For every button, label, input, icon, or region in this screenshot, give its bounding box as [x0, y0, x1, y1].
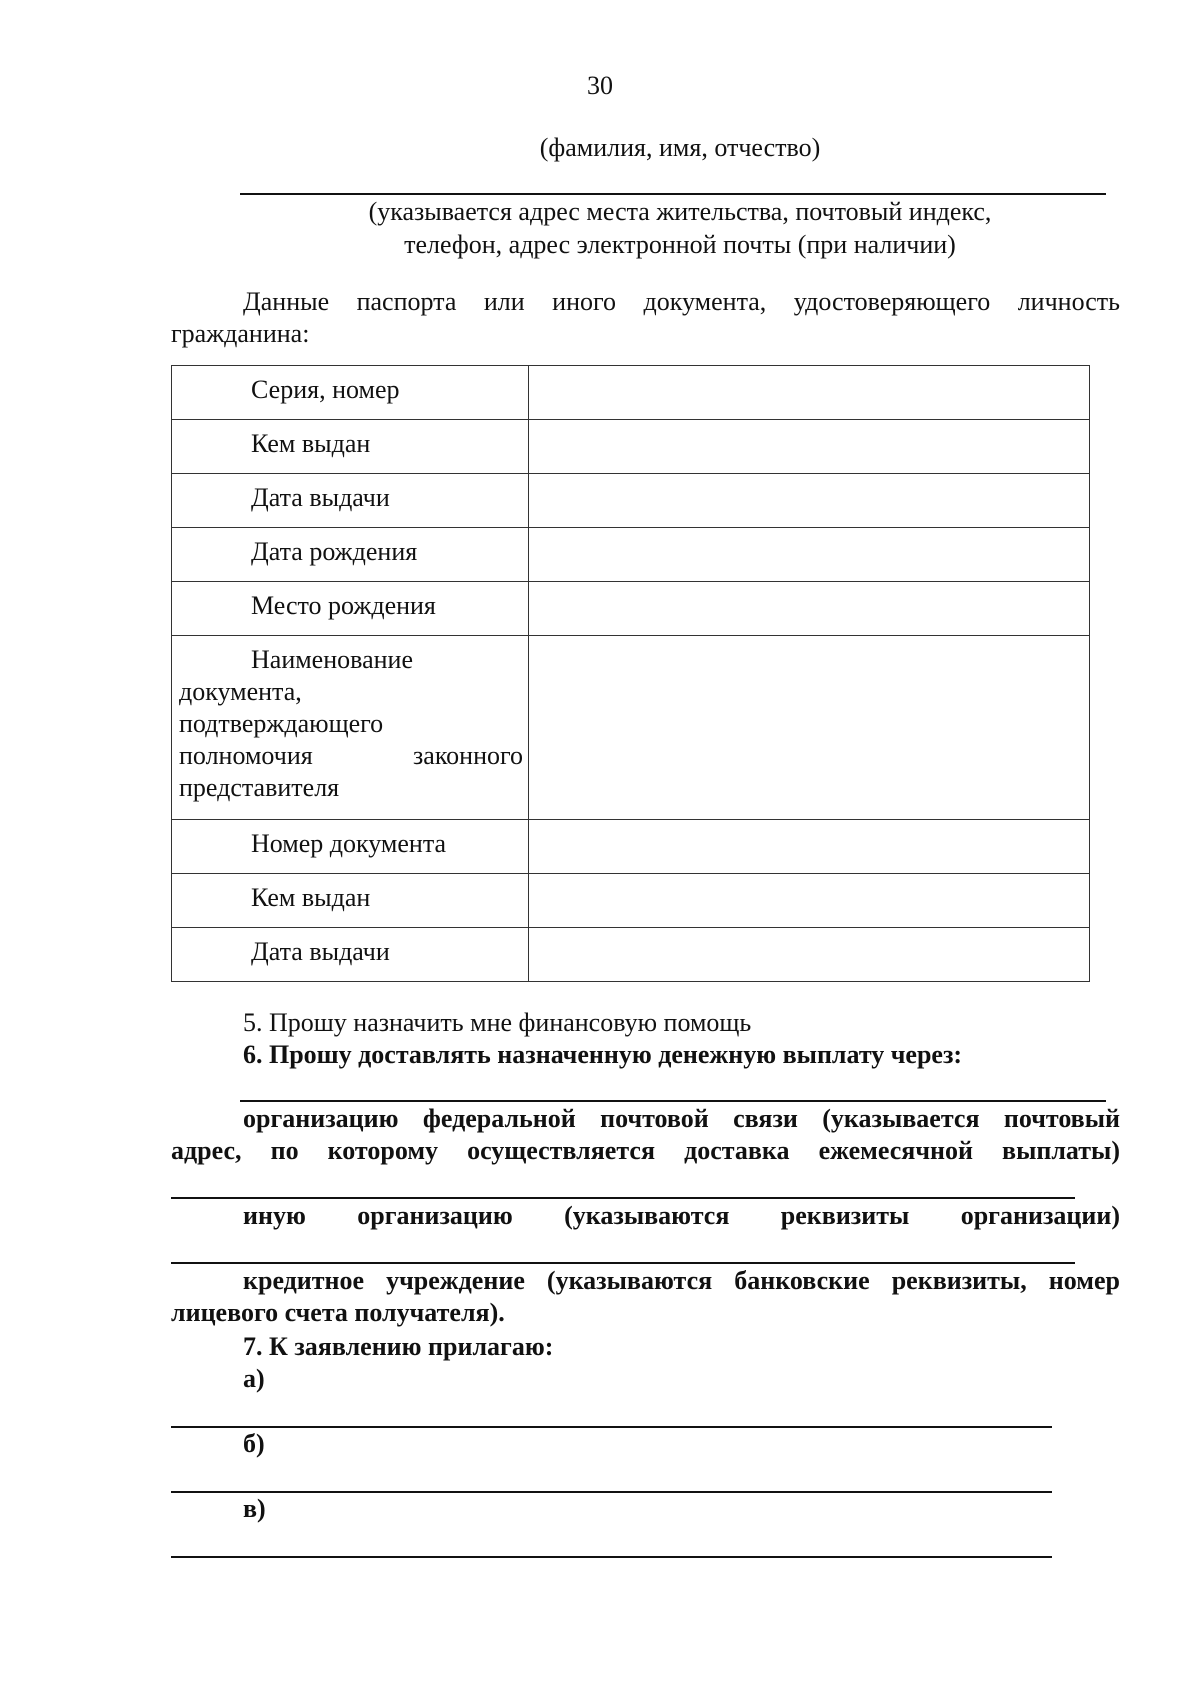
attachment-b-label: б): [243, 1429, 265, 1458]
address-caption: [240, 196, 1120, 262]
table-row: [172, 420, 1090, 474]
value-cell-issued-by[interactable]: [529, 420, 1090, 474]
table-row: [172, 636, 1090, 820]
address-caption-line-2: телефон, адрес электронной почты (при наличии): [404, 230, 956, 259]
row-label: Кем выдан: [172, 874, 529, 928]
attachment-a-label: а): [243, 1364, 265, 1393]
value-cell-series-number[interactable]: [529, 366, 1090, 420]
row-label: Дата рождения: [172, 528, 529, 582]
table-row: [172, 366, 1090, 420]
delivery-option-post: [171, 1103, 1120, 1167]
row-label: Место рождения: [172, 582, 529, 636]
row-label: Кем выдан: [172, 420, 529, 474]
row-label: Номер документа: [172, 820, 529, 874]
value-cell-document-number[interactable]: [529, 820, 1090, 874]
page-number: 30: [587, 71, 613, 100]
attachment-v-line[interactable]: [171, 1556, 1052, 1558]
value-cell-issue-date[interactable]: [529, 474, 1090, 528]
row-label-representative-document: Наименование документа, подтверждающего полномочия законного представителя: [172, 636, 529, 820]
table-row: [172, 528, 1090, 582]
table-row: [172, 928, 1090, 982]
delivery-option-other: [171, 1200, 1120, 1232]
passport-intro-line-1: Данные паспорта или иного документа, удостоверяющего личность: [243, 287, 1120, 316]
table-row: [172, 582, 1090, 636]
table-row: [172, 874, 1090, 928]
credit-line-1: кредитное учреждение (указываются банковские реквизиты, номер: [243, 1266, 1120, 1295]
passport-intro-line-2: гражданина:: [171, 319, 310, 348]
table-row: [172, 820, 1090, 874]
item-6-fill-line[interactable]: [240, 1100, 1106, 1102]
credit-line-2: лицевого счета получателя).: [171, 1298, 505, 1327]
address-fill-line[interactable]: [240, 193, 1106, 195]
value-cell-document-issue-date[interactable]: [529, 928, 1090, 982]
post-line-1: организацию федеральной почтовой связи (указывается почтовый: [243, 1104, 1120, 1133]
value-cell-birth-date[interactable]: [529, 528, 1090, 582]
other-org-line: иную организацию (указываются реквизиты организации): [243, 1201, 1120, 1230]
other-org-fill-line[interactable]: [171, 1262, 1075, 1264]
row-label: Дата выдачи: [172, 474, 529, 528]
address-caption-line-1: (указывается адрес места жительства, почтовый индекс,: [368, 197, 992, 226]
item-7-heading: 7. К заявлению прилагаю:: [243, 1332, 554, 1361]
value-cell-document-issued-by[interactable]: [529, 874, 1090, 928]
post-line-2: адрес, по которому осуществляется доставка ежемесячной выплаты): [171, 1136, 1120, 1165]
table-row: [172, 474, 1090, 528]
fio-caption: (фамилия, имя, отчество): [539, 133, 821, 162]
item-6-heading: 6. Прошу доставлять назначенную денежную выплату через:: [243, 1040, 963, 1069]
row-label: Дата выдачи: [172, 928, 529, 982]
passport-intro: [171, 286, 1120, 350]
id-document-table: [171, 365, 1090, 982]
post-fill-line[interactable]: [171, 1197, 1075, 1199]
value-cell-representative-document[interactable]: [529, 636, 1090, 820]
value-cell-birth-place[interactable]: [529, 582, 1090, 636]
row-label: Серия, номер: [172, 366, 529, 420]
delivery-option-credit: [171, 1265, 1120, 1329]
attachment-v-label: в): [243, 1494, 266, 1523]
item-5-text: 5. Прошу назначить мне финансовую помощь: [243, 1008, 752, 1037]
